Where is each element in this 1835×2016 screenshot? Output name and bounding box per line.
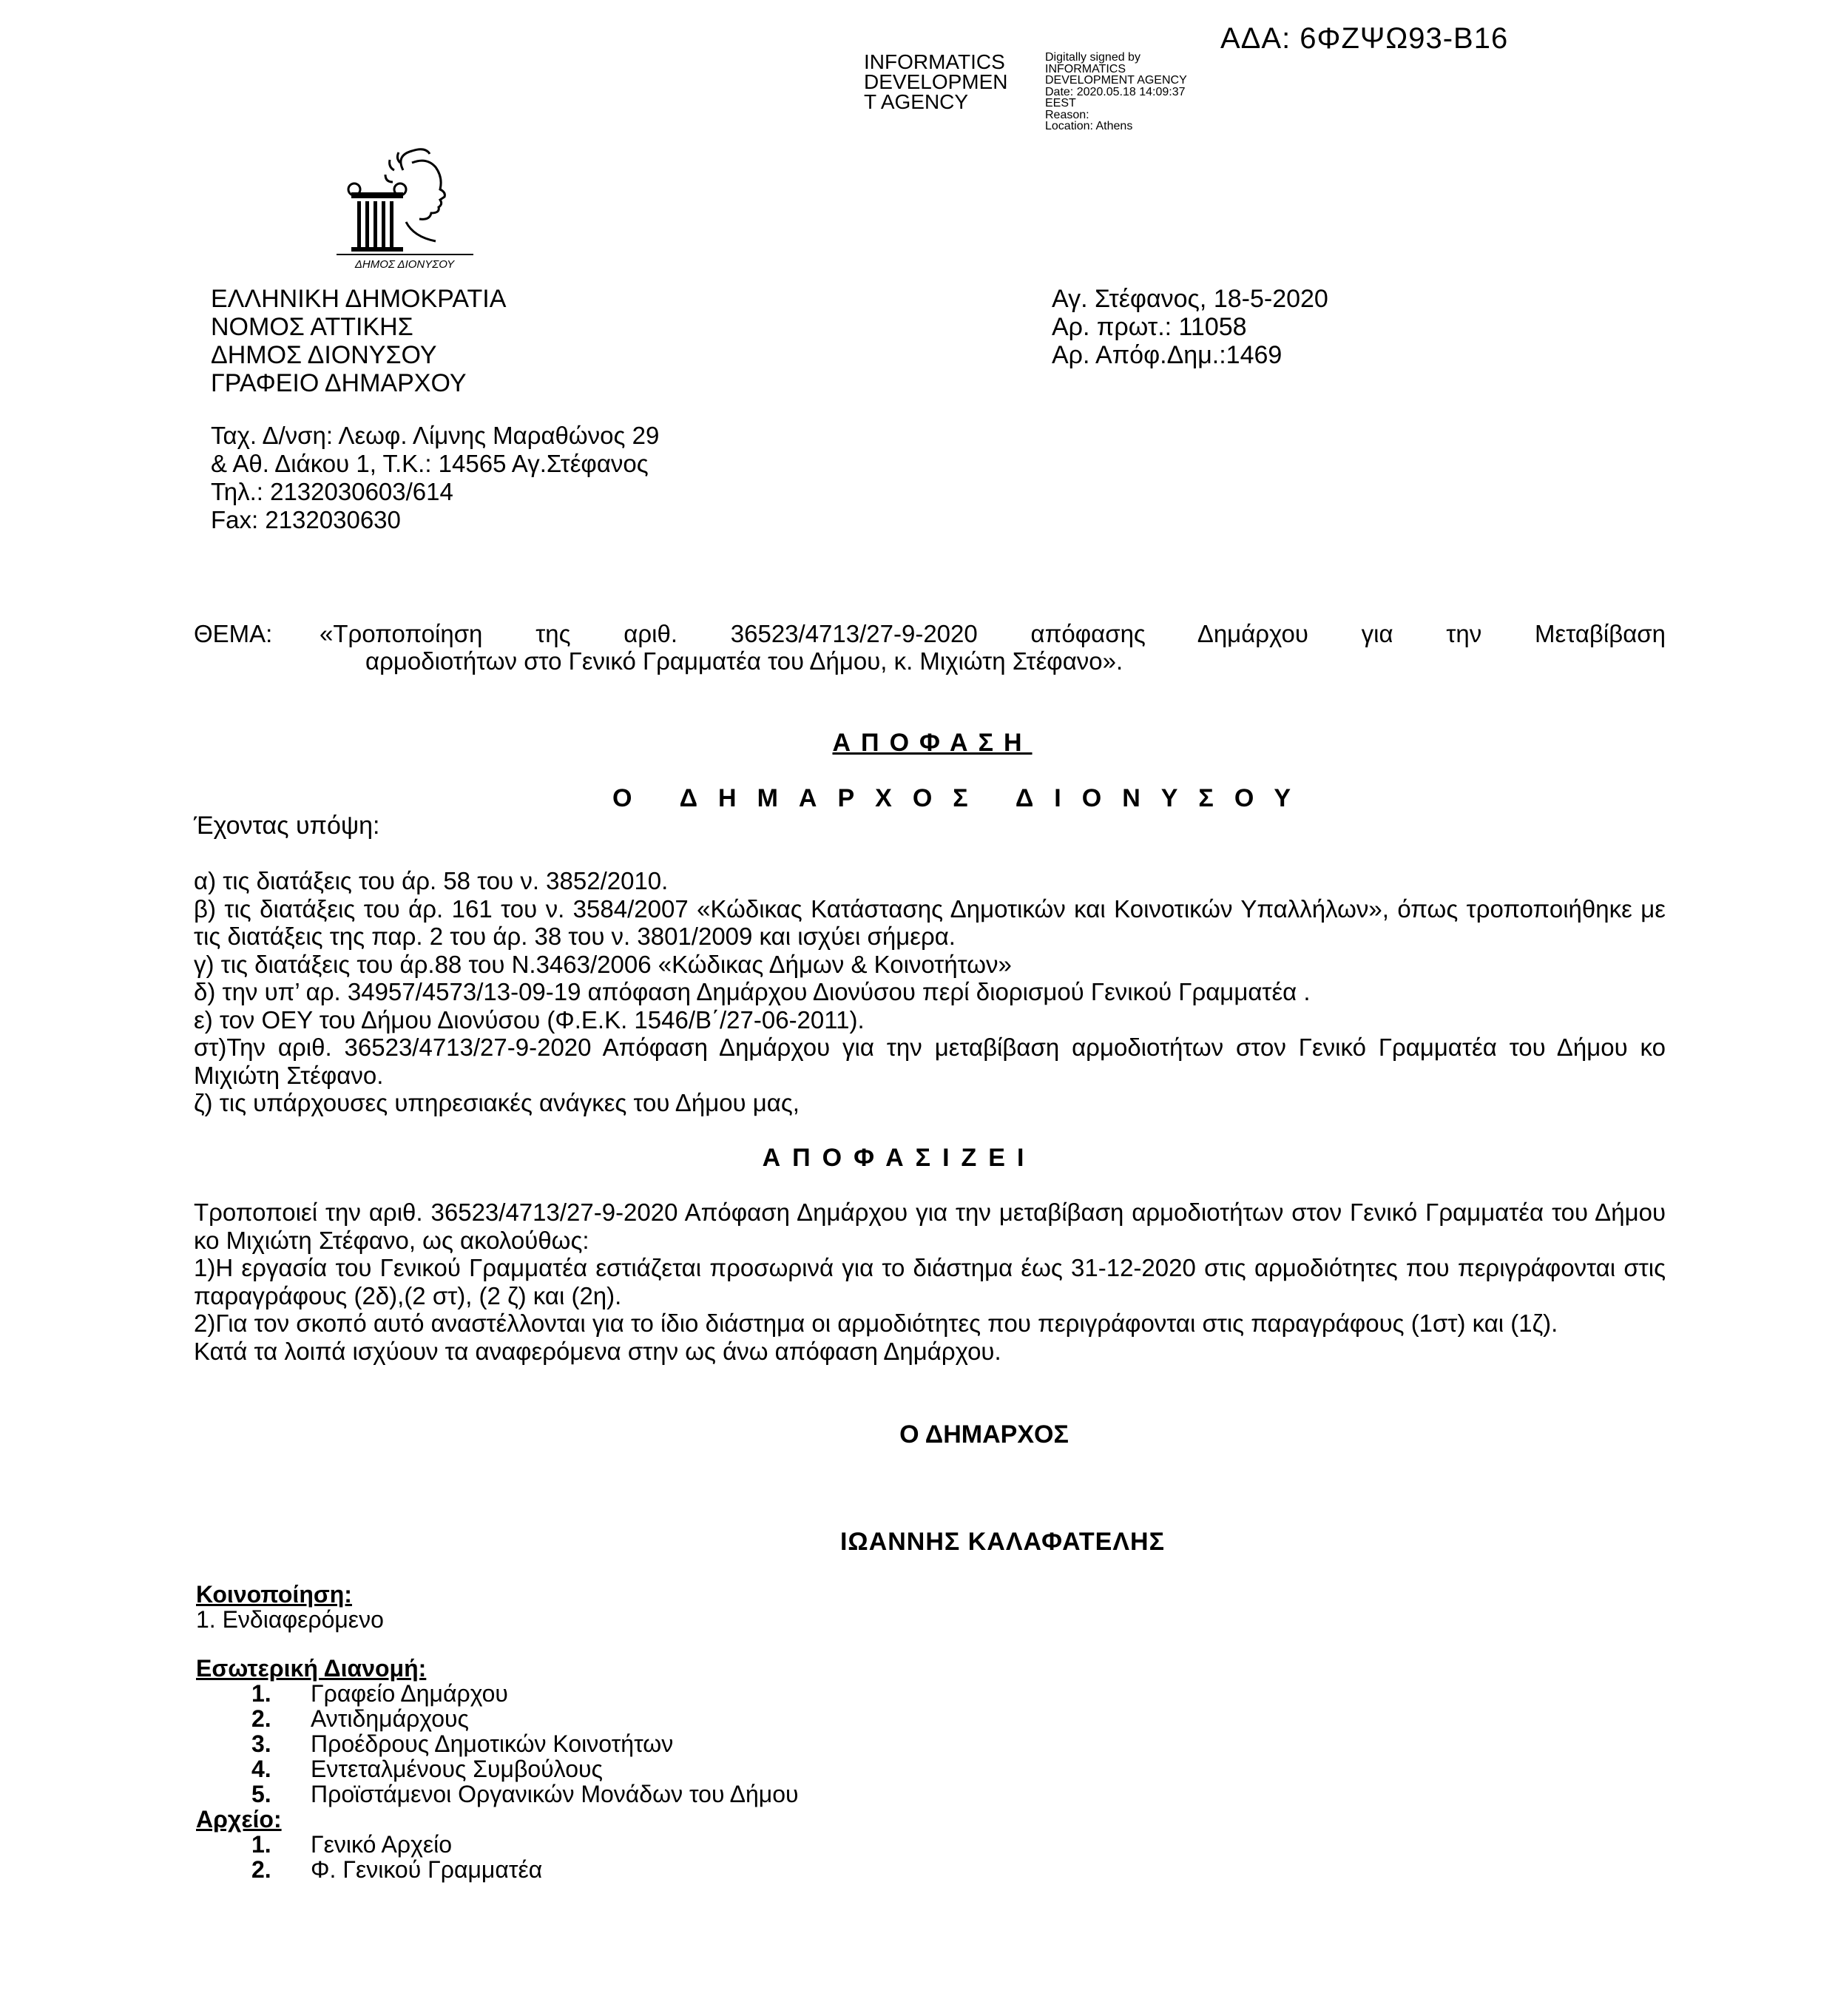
- distribution-item: [196, 1706, 799, 1731]
- archive-item: [196, 1832, 542, 1857]
- archive-block: [196, 1807, 542, 1882]
- protocol-number: Αρ. πρωτ.: 11058: [1052, 313, 1247, 341]
- notification-item: 1. Ενδιαφερόμενο: [196, 1606, 384, 1633]
- signature-meta-line: EEST: [1045, 97, 1076, 109]
- signature-org-line: T AGENCY: [864, 90, 969, 113]
- decision-number: Αρ. Απόφ.Δημ.:1469: [1052, 341, 1283, 369]
- item-number: 1.: [251, 1680, 271, 1707]
- signature-meta-line: INFORMATICS: [1045, 62, 1126, 75]
- consideration-item: γ) τις διατάξεις του άρ.88 του Ν.3463/2006 «Κώδικας Δήμων & Κοινοτήτων»: [194, 950, 1012, 978]
- signature-meta-line: Reason:: [1045, 108, 1089, 121]
- municipality-logo: [329, 141, 477, 274]
- decides-heading: ΑΠΟΦΑΣΙΖΕΙ: [762, 1144, 1036, 1172]
- item-label: Προϊστάμενοι Οργανικών Μονάδων του Δήμου: [311, 1781, 799, 1807]
- distribution-item: [196, 1681, 799, 1706]
- decision-title: ΑΠΟΦΑΣΗ: [832, 729, 1033, 757]
- archive-heading: Αρχείο:: [196, 1806, 282, 1833]
- mayor-signature-title: Ο ΔΗΜΑΡΧΟΣ: [899, 1420, 1069, 1449]
- consideration-item: β) τις διατάξεις του άρ. 161 του ν. 3584/2007 «Κώδικας Κατάστασης Δημοτικών και Κοινοτικών Υπαλλήλων», όπως τροποποιήθηκε με τις διατάξεις της παρ. 2 του άρ. 38 του ν. 3801/2009 και ισχύει σήμερα.: [194, 894, 1666, 950]
- address-line: Ταχ. Δ/νση: Λεωφ. Λίμνης Μαραθώνος 29: [211, 422, 660, 449]
- considerations-list: [194, 867, 1666, 1117]
- ada-code: ΑΔΑ: 6ΦΖΨΩ93-Β16: [1220, 22, 1509, 55]
- decision-paragraph: Τροποποιεί την αριθ. 36523/4713/27-9-2020 Απόφαση Δημάρχου για την μεταβίβαση αρμοδιοτήτων στον Γενικό Γραμματέα του Δήμου κο Μιχιώτη Στέφανο, ως ακολούθως:: [194, 1199, 1666, 1254]
- signature-details: [1045, 52, 1187, 132]
- signature-org-line: INFORMATICS: [864, 50, 1005, 73]
- signature-meta-line: Digitally signed by: [1045, 51, 1140, 64]
- item-number: 4.: [251, 1756, 271, 1782]
- item-label: Φ. Γενικού Γραμματέα: [311, 1856, 543, 1883]
- fax-line: Fax: 2132030630: [211, 506, 401, 533]
- decision-paragraph: Κατά τα λοιπά ισχύουν τα αναφερόμενα στην ως άνω απόφαση Δημάρχου.: [194, 1337, 1001, 1365]
- item-number: 5.: [251, 1781, 271, 1807]
- subject-text: «Τροποποίηση της αριθ. 36523/4713/27-9-2020 απόφασης Δημάρχου για την Μεταβίβαση: [320, 620, 1666, 647]
- logo-hair: [401, 149, 430, 170]
- item-number: 1.: [251, 1831, 271, 1858]
- subject-text-continued: αρμοδιοτήτων στο Γενικό Γραμματέα του Δήμου, κ. Μιχιώτη Στέφανο».: [365, 647, 1123, 675]
- place-date: Αγ. Στέφανος, 18-5-2020: [1052, 285, 1328, 313]
- logo-caption: ΔΗΜΟΣ ΔΙΟΝΥΣΟΥ: [354, 258, 455, 271]
- mayor-name: ΙΩΑΝΝΗΣ ΚΑΛΑΦΑΤΕΛΗΣ: [839, 1528, 1165, 1556]
- notification-block: [196, 1582, 384, 1632]
- logo-head-profile: [412, 161, 445, 219]
- consideration-item: στ)Την αριθ. 36523/4713/27-9-2020 Απόφαση Δημάρχου για την μεταβίβαση αρμοδιοτήτων στον Γενικό Γραμματέα του Δήμου κο Μιχιώτη Στέφανο.: [194, 1034, 1666, 1089]
- consideration-item: α) τις διατάξεις του άρ. 58 του ν. 3852/2010.: [194, 867, 669, 894]
- considering-label: Έχοντας υπόψη:: [194, 812, 380, 840]
- consideration-item: ε) τον ΟΕΥ του Δήμου Διονύσου (Φ.Ε.Κ. 1546/Β΄/27-06-2011).: [194, 1005, 865, 1034]
- signature-meta-line: DEVELOPMENT AGENCY: [1045, 74, 1187, 87]
- decision-body: [194, 1199, 1666, 1365]
- item-label: Αντιδημάρχους: [311, 1705, 469, 1732]
- signature-meta-line: Date: 2020.05.18 14:09:37: [1045, 85, 1186, 98]
- item-label: Γενικό Αρχείο: [311, 1831, 453, 1858]
- item-label: Προέδρους Δημοτικών Κοινοτήτων: [311, 1730, 674, 1757]
- item-number: 2.: [251, 1705, 271, 1732]
- archive-item: [196, 1857, 542, 1882]
- issuer-header: [211, 285, 506, 397]
- subject-label: ΘΕΜΑ:: [194, 620, 273, 647]
- decision-paragraph: 2)Για τον σκοπό αυτό αναστέλλονται για το ίδιο διάστημα οι αρμοδιότητες που περιγράφονται στις παραγράφους (1στ) και (1ζ).: [194, 1309, 1558, 1337]
- mayor-title: Ο ΔΗΜΑΡΧΟΣ ΔΙΟΝΥΣΟΥ: [612, 784, 1312, 812]
- item-number: 3.: [251, 1730, 271, 1757]
- distribution-item: [196, 1756, 799, 1781]
- consideration-item: ζ) τις υπάρχουσες υπηρεσιακές ανάγκες του Δήμου μας,: [194, 1089, 800, 1116]
- contact-address: [211, 422, 659, 534]
- distribution-item: [196, 1731, 799, 1756]
- internal-distribution-heading: Εσωτερική Διανομή:: [196, 1655, 427, 1682]
- decision-paragraph: 1)Η εργασία του Γενικού Γραμματέα εστιάζεται προσωρινά για το διάστημα έως 31-12-2020 στις αρμοδιότητες που περιγράφονται στις παραγράφους (2δ),(2 στ), (2 ζ) και (2η).: [194, 1254, 1666, 1309]
- signature-meta-line: Location: Athens: [1045, 120, 1133, 132]
- address-line: & Αθ. Διάκου 1, Τ.Κ.: 14565 Αγ.Στέφανος: [211, 450, 649, 477]
- issuer-line: ΔΗΜΟΣ ΔΙΟΝΥΣΟΥ: [211, 341, 437, 369]
- internal-distribution-block: [196, 1656, 799, 1807]
- subject-block: [194, 620, 1666, 675]
- signature-organization: [864, 52, 1008, 112]
- notification-heading: Κοινοποίηση:: [196, 1581, 352, 1608]
- distribution-item: [196, 1781, 799, 1807]
- signature-org-line: DEVELOPMEN: [864, 70, 1008, 93]
- item-label: Γραφείο Δημάρχου: [311, 1680, 508, 1707]
- issuer-line: ΓΡΑΦΕΙΟ ΔΗΜΑΡΧΟΥ: [211, 369, 467, 397]
- issuer-line: ΝΟΜΟΣ ΑΤΤΙΚΗΣ: [211, 313, 413, 341]
- issuer-line: ΕΛΛΗΝΙΚΗ ΔΗΜΟΚΡΑΤΙΑ: [211, 285, 507, 313]
- document-reference: [1052, 285, 1328, 369]
- item-label: Εντεταλμένους Συμβούλους: [311, 1756, 603, 1782]
- item-number: 2.: [251, 1856, 271, 1883]
- phone-line: Τηλ.: 2132030603/614: [211, 478, 453, 505]
- consideration-item: δ) την υπ’ αρ. 34957/4573/13-09-19 απόφαση Δημάρχου Διονύσου περί διορισμού Γενικού Γραμματέα .: [194, 978, 1311, 1005]
